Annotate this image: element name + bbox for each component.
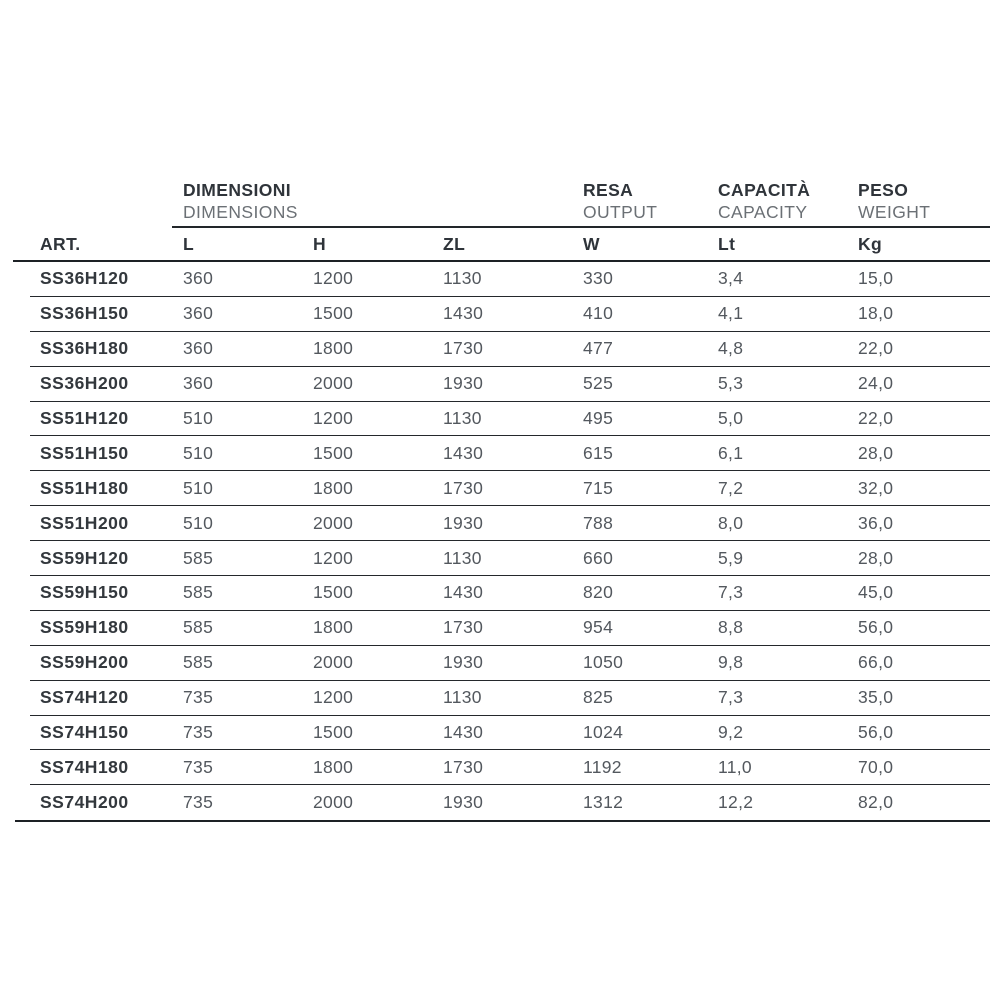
- value-cell-w: 615: [583, 442, 614, 463]
- value-cell-kg: 56,0: [858, 617, 894, 638]
- value-cell-lt: 5,3: [718, 373, 744, 394]
- table-row: [30, 471, 990, 506]
- column-header-row: [30, 228, 990, 260]
- value-cell-l: 585: [183, 652, 214, 673]
- value-cell-l: 585: [183, 582, 214, 603]
- art-cell: SS36H150: [40, 303, 129, 324]
- value-cell-zl: 1730: [443, 617, 484, 638]
- value-cell-lt: 9,2: [718, 722, 744, 743]
- art-cell: SS36H120: [40, 268, 129, 289]
- group-header-output: [583, 179, 718, 223]
- value-cell-kg: 15,0: [858, 268, 894, 289]
- art-cell: SS74H120: [40, 687, 129, 708]
- value-cell-h: 1800: [313, 756, 354, 777]
- value-cell-h: 1500: [313, 722, 354, 743]
- value-cell-w: 1312: [583, 792, 624, 813]
- table-row: [30, 681, 990, 716]
- value-cell-kg: 24,0: [858, 373, 894, 394]
- group-header-row: [30, 177, 990, 226]
- value-cell-h: 2000: [313, 652, 354, 673]
- value-cell-zl: 1430: [443, 442, 484, 463]
- value-cell-lt: 5,0: [718, 408, 744, 428]
- value-cell-kg: 45,0: [858, 582, 894, 603]
- value-cell-l: 510: [183, 477, 214, 498]
- value-cell-l: 510: [183, 512, 214, 533]
- value-cell-kg: 32,0: [858, 477, 894, 498]
- table-row: [30, 297, 990, 332]
- table-row: [30, 785, 990, 820]
- value-cell-h: 2000: [313, 792, 354, 813]
- table-row: [30, 646, 990, 681]
- value-cell-w: 1050: [583, 652, 624, 673]
- column-header-kg: Kg: [858, 233, 883, 254]
- value-cell-lt: 4,8: [718, 338, 744, 359]
- table-row: [30, 262, 990, 297]
- value-cell-kg: 66,0: [858, 652, 894, 673]
- value-cell-w: 1192: [583, 756, 622, 777]
- value-cell-lt: 9,8: [718, 652, 744, 673]
- value-cell-kg: 82,0: [858, 792, 894, 813]
- value-cell-zl: 1930: [443, 373, 484, 394]
- value-cell-l: 360: [183, 338, 214, 359]
- group-subtitle: CAPACITY: [718, 202, 808, 222]
- art-cell: SS51H150: [40, 442, 129, 463]
- value-cell-zl: 1930: [443, 512, 484, 533]
- art-cell: SS59H180: [40, 617, 129, 638]
- value-cell-w: 495: [583, 408, 614, 428]
- value-cell-h: 1200: [313, 687, 354, 708]
- value-cell-kg: 56,0: [858, 722, 894, 743]
- value-cell-h: 2000: [313, 512, 354, 533]
- table-row: [30, 716, 990, 751]
- value-cell-h: 1200: [313, 408, 354, 428]
- value-cell-kg: 36,0: [858, 512, 894, 533]
- value-cell-lt: 12,2: [718, 792, 754, 813]
- group-subtitle: OUTPUT: [583, 202, 658, 222]
- group-title: RESA: [583, 180, 634, 200]
- value-cell-lt: 3,4: [718, 268, 744, 289]
- art-cell: SS51H200: [40, 512, 129, 533]
- value-cell-zl: 1930: [443, 792, 484, 813]
- column-header-w: W: [583, 233, 600, 254]
- art-cell: SS59H150: [40, 582, 129, 603]
- value-cell-kg: 22,0: [858, 338, 894, 359]
- group-title: CAPACITÀ: [718, 180, 811, 200]
- value-cell-lt: 8,8: [718, 617, 744, 638]
- value-cell-w: 660: [583, 547, 614, 568]
- value-cell-lt: 5,9: [718, 547, 744, 568]
- value-cell-w: 477: [583, 338, 614, 359]
- table-body: [30, 262, 990, 820]
- value-cell-l: 735: [183, 792, 214, 813]
- value-cell-w: 788: [583, 512, 614, 533]
- art-cell: SS36H200: [40, 373, 129, 394]
- value-cell-zl: 1130: [443, 268, 482, 289]
- value-cell-l: 360: [183, 268, 214, 289]
- value-cell-w: 1024: [583, 722, 624, 743]
- value-cell-zl: 1730: [443, 756, 484, 777]
- value-cell-lt: 4,1: [718, 303, 744, 324]
- value-cell-l: 585: [183, 617, 214, 638]
- table-row: [30, 332, 990, 367]
- value-cell-h: 1800: [313, 617, 354, 638]
- value-cell-zl: 1430: [443, 722, 484, 743]
- column-header-art: ART.: [40, 233, 81, 254]
- value-cell-kg: 70,0: [858, 756, 894, 777]
- value-cell-zl: 1130: [443, 408, 482, 428]
- value-cell-w: 410: [583, 303, 614, 324]
- table-row: [30, 576, 990, 611]
- group-header-dimensions: [183, 179, 313, 223]
- value-cell-h: 1500: [313, 442, 354, 463]
- group-subtitle: DIMENSIONS: [183, 202, 298, 222]
- table-row: [30, 611, 990, 646]
- table-row: [30, 750, 990, 785]
- value-cell-zl: 1130: [443, 547, 482, 568]
- value-cell-l: 510: [183, 408, 214, 428]
- art-cell: SS74H200: [40, 792, 129, 813]
- value-cell-h: 1500: [313, 582, 354, 603]
- value-cell-lt: 11,0: [718, 756, 752, 777]
- value-cell-zl: 1730: [443, 477, 484, 498]
- group-title: DIMENSIONI: [183, 180, 292, 200]
- value-cell-l: 735: [183, 687, 214, 708]
- value-cell-lt: 8,0: [718, 512, 744, 533]
- value-cell-l: 360: [183, 373, 214, 394]
- value-cell-h: 1800: [313, 338, 354, 359]
- table-row: [30, 541, 990, 576]
- value-cell-lt: 7,3: [718, 687, 744, 708]
- group-title: PESO: [858, 180, 909, 200]
- value-cell-w: 330: [583, 268, 614, 289]
- value-cell-w: 825: [583, 687, 614, 708]
- spec-table: [30, 177, 990, 822]
- group-subtitle: WEIGHT: [858, 202, 931, 222]
- value-cell-w: 525: [583, 373, 614, 394]
- value-cell-w: 954: [583, 617, 614, 638]
- value-cell-l: 510: [183, 442, 214, 463]
- table-row: [30, 506, 990, 541]
- value-cell-l: 735: [183, 722, 214, 743]
- table-row: [30, 367, 990, 402]
- value-cell-lt: 7,3: [718, 582, 744, 603]
- value-cell-kg: 28,0: [858, 442, 894, 463]
- value-cell-kg: 35,0: [858, 687, 894, 708]
- column-header-h: H: [313, 233, 327, 254]
- value-cell-h: 1500: [313, 303, 354, 324]
- art-cell: SS51H180: [40, 477, 129, 498]
- value-cell-zl: 1930: [443, 652, 484, 673]
- value-cell-kg: 28,0: [858, 547, 894, 568]
- value-cell-zl: 1430: [443, 582, 484, 603]
- value-cell-zl: 1130: [443, 687, 482, 708]
- value-cell-lt: 7,2: [718, 477, 744, 498]
- group-header-capacity: [718, 179, 858, 223]
- art-cell: SS36H180: [40, 338, 129, 359]
- group-header-weight: [858, 179, 990, 223]
- value-cell-h: 2000: [313, 373, 354, 394]
- bottom-rule: [15, 820, 990, 822]
- value-cell-l: 735: [183, 756, 214, 777]
- table-row: [30, 436, 990, 471]
- art-cell: SS74H150: [40, 722, 129, 743]
- art-cell: SS59H200: [40, 652, 129, 673]
- value-cell-kg: 18,0: [858, 303, 894, 324]
- column-header-l: L: [183, 233, 195, 254]
- column-header-zl: ZL: [443, 233, 466, 254]
- art-cell: SS51H120: [40, 408, 129, 428]
- value-cell-l: 585: [183, 547, 214, 568]
- value-cell-w: 715: [583, 477, 614, 498]
- value-cell-h: 1200: [313, 268, 354, 289]
- value-cell-h: 1200: [313, 547, 354, 568]
- value-cell-h: 1800: [313, 477, 354, 498]
- art-cell: SS74H180: [40, 756, 129, 777]
- art-cell: SS59H120: [40, 547, 129, 568]
- value-cell-l: 360: [183, 303, 214, 324]
- table-row: [30, 402, 990, 437]
- value-cell-kg: 22,0: [858, 408, 894, 428]
- value-cell-w: 820: [583, 582, 614, 603]
- value-cell-zl: 1730: [443, 338, 484, 359]
- column-header-lt: Lt: [718, 233, 736, 254]
- value-cell-lt: 6,1: [718, 442, 744, 463]
- value-cell-zl: 1430: [443, 303, 484, 324]
